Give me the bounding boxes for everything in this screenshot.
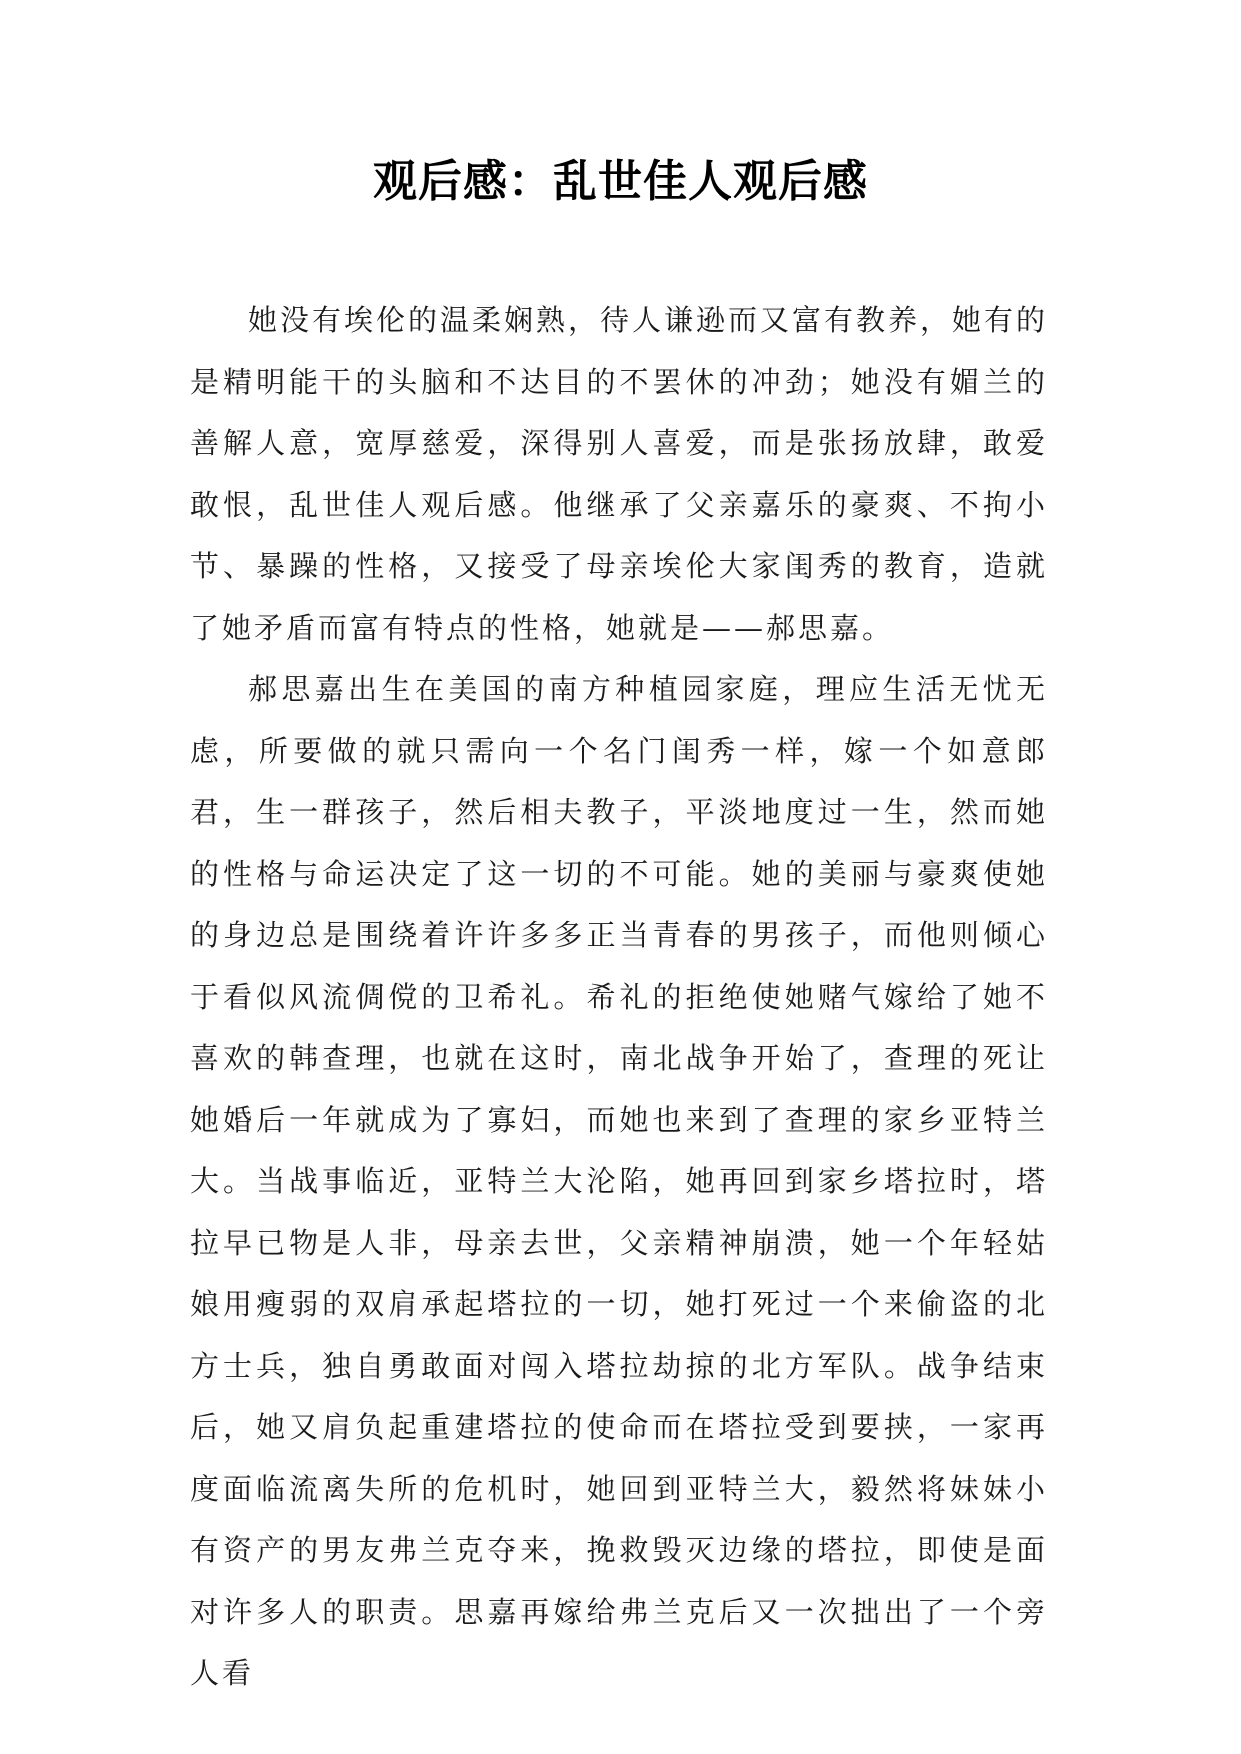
paragraph-1: 她没有埃伦的温柔娴熟，待人谦逊而又富有教养，她有的是精明能干的头脑和不达目的不罢休的冲劲；她没有媚兰的善解人意，宽厚慈爱，深得别人喜爱，而是张扬放肆，敢爱敢恨，乱世佳人观后感。他继承了父亲嘉乐的豪爽、不拘小节、暴躁的性格，又接受了母亲埃伦大家闺秀的教育，造就了她矛盾而富有特点的性格，她就是——郝思嘉。 xyxy=(190,303,1049,645)
document-body xyxy=(190,290,1048,1705)
paragraph-2: 郝思嘉出生在美国的南方种植园家庭，理应生活无忧无虑，所要做的就只需向一个名门闺秀一样，嫁一个如意郎君，生一群孩子，然后相夫教子，平淡地度过一生，然而她的性格与命运决定了这一切的不可能。她的美丽与豪爽使她的身边总是围绕着许许多多正当青春的男孩子，而他则倾心于看似风流倜傥的卫希礼。希礼的拒绝使她赌气嫁给了她不喜欢的韩查理，也就在这时，南北战争开始了，查理的死让她婚后一年就成为了寡妇，而她也来到了查理的家乡亚特兰大。当战事临近，亚特兰大沦陷，她再回到家乡塔拉时，塔拉早已物是人非，母亲去世，父亲精神崩溃，她一个年轻姑娘用瘦弱的双肩承起塔拉的一切，她打死过一个来偷盗的北方士兵，独自勇敢面对闯入塔拉劫掠的北方军队。战争结束后，她又肩负起重建塔拉的使命而在塔拉受到要挟，一家再度面临流离失所的危机时，她回到亚特兰大，毅然将妹妹小有资产的男友弗兰克夺来，挽救毁灭边缘的塔拉，即使是面对许多人的职责。思嘉再嫁给弗兰克后又一次拙出了一个旁人看 xyxy=(190,672,1048,1690)
page-title: 观后感：乱世佳人观后感 xyxy=(373,156,868,207)
